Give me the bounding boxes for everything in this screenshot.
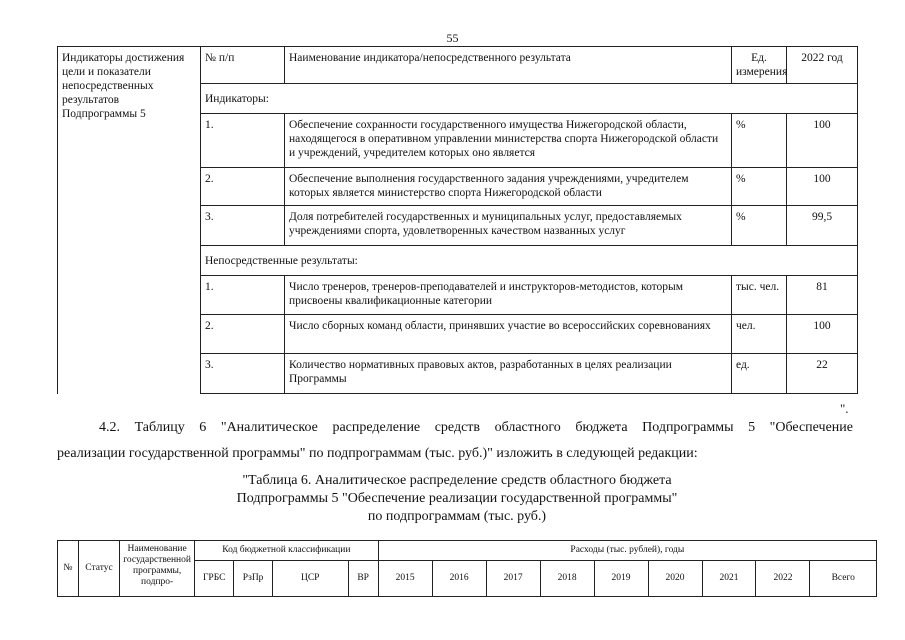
row-unit: % (732, 168, 787, 206)
results-section-label: Непосредственные результаты: (201, 246, 858, 276)
row-name: Количество нормативных правовых актов, разработанных в целях реализации Программы (285, 354, 732, 394)
fin-col-name (120, 541, 195, 597)
fin-col-status: Статус (78, 541, 120, 597)
row-value: 22 (787, 354, 858, 394)
fin-col-vr: ВР (348, 561, 378, 597)
caption-line-1: "Таблица 6. Аналитическое распределение средств областного бюджета (242, 473, 672, 488)
fin-col-num: № (58, 541, 79, 597)
row-name: Число тренеров, тренеров-преподавателей и инструкторов-методистов, которым присвоены квалификационные категории (285, 276, 732, 315)
row-name: Доля потребителей государственных и муниципальных услуг, предоставляемых учреждениями спорта, удовлетворенных качеством названных услуг (285, 206, 732, 246)
finance-table (57, 540, 877, 597)
row-num: 3. (201, 206, 285, 246)
row-value: 81 (787, 276, 858, 315)
finance-header-row-1 (58, 541, 877, 561)
fin-col-csr: ЦСР (272, 561, 348, 597)
fin-col-grbs: ГРБС (194, 561, 233, 597)
indicators-header-row (58, 47, 858, 84)
row-value: 99,5 (787, 206, 858, 246)
amendment-paragraph-line2: реализации государственной программы" по подпрограммам (тыс. руб.)" изложить в следующей редакции: (57, 446, 698, 461)
row-value: 100 (787, 114, 858, 168)
fin-col-year: 2021 (702, 561, 756, 597)
row-unit: % (732, 206, 787, 246)
row-name: Число сборных команд области, принявших участие во всероссийских соревнованиях (285, 315, 732, 354)
fin-col-year: 2018 (540, 561, 594, 597)
indicators-table (57, 46, 858, 394)
row-num: 1. (201, 114, 285, 168)
header-name: Наименование индикатора/непосредственного результата (285, 47, 732, 84)
closing-quote: ". (840, 401, 849, 416)
caption-line-3: по подпрограммам (тыс. руб.) (367, 509, 547, 524)
row-num: 2. (201, 168, 285, 206)
row-num: 1. (201, 276, 285, 315)
header-unit: Ед. измерения (732, 47, 787, 84)
indicators-section-label: Индикаторы: (201, 84, 858, 114)
row-name: Обеспечение выполнения государственного задания учреждениями, учредителем которых является министерство спорта Нижегородской области (285, 168, 732, 206)
fin-col-rzpr: РзПр (234, 561, 272, 597)
header-num: № п/п (201, 47, 285, 84)
fin-budget-code-header: Код бюджетной классификации (194, 541, 378, 561)
fin-col-year: 2019 (594, 561, 648, 597)
fin-expenses-header: Расходы (тыс. рублей), годы (378, 541, 876, 561)
row-num: 3. (201, 354, 285, 394)
fin-col-name-text: Наименование государственной программы, подпро- (123, 544, 191, 587)
table-caption (57, 472, 857, 526)
row-unit: чел. (732, 315, 787, 354)
row-unit: тыс. чел. (732, 276, 787, 315)
header-year: 2022 год (787, 47, 858, 84)
fin-col-total: Всего (810, 561, 877, 597)
row-unit: ед. (732, 354, 787, 394)
row-num: 2. (201, 315, 285, 354)
amendment-paragraph-line1: 4.2. Таблицу 6 "Аналитическое распределение средств областного бюджета Подпрограммы 5 "Обеспечение (99, 420, 853, 435)
row-name: Обеспечение сохранности государственного имущества Нижегородской области, находящегося в оперативном управлении министерства спорта Нижегородской области и учреждений, учредителем которых оно является (285, 114, 732, 168)
row-value: 100 (787, 168, 858, 206)
goal-label: Индикаторы достижения цели и показатели непосредственных результатов Подпрограммы 5 (58, 47, 201, 394)
page-number: 55 (446, 31, 459, 45)
row-value: 100 (787, 315, 858, 354)
fin-col-year: 2015 (378, 561, 432, 597)
fin-col-year: 2016 (432, 561, 486, 597)
fin-col-year: 2020 (648, 561, 702, 597)
caption-line-2: Подпрограммы 5 "Обеспечение реализации государственной программы" (236, 491, 678, 506)
row-unit: % (732, 114, 787, 168)
fin-col-year: 2022 (756, 561, 810, 597)
fin-col-year: 2017 (486, 561, 540, 597)
